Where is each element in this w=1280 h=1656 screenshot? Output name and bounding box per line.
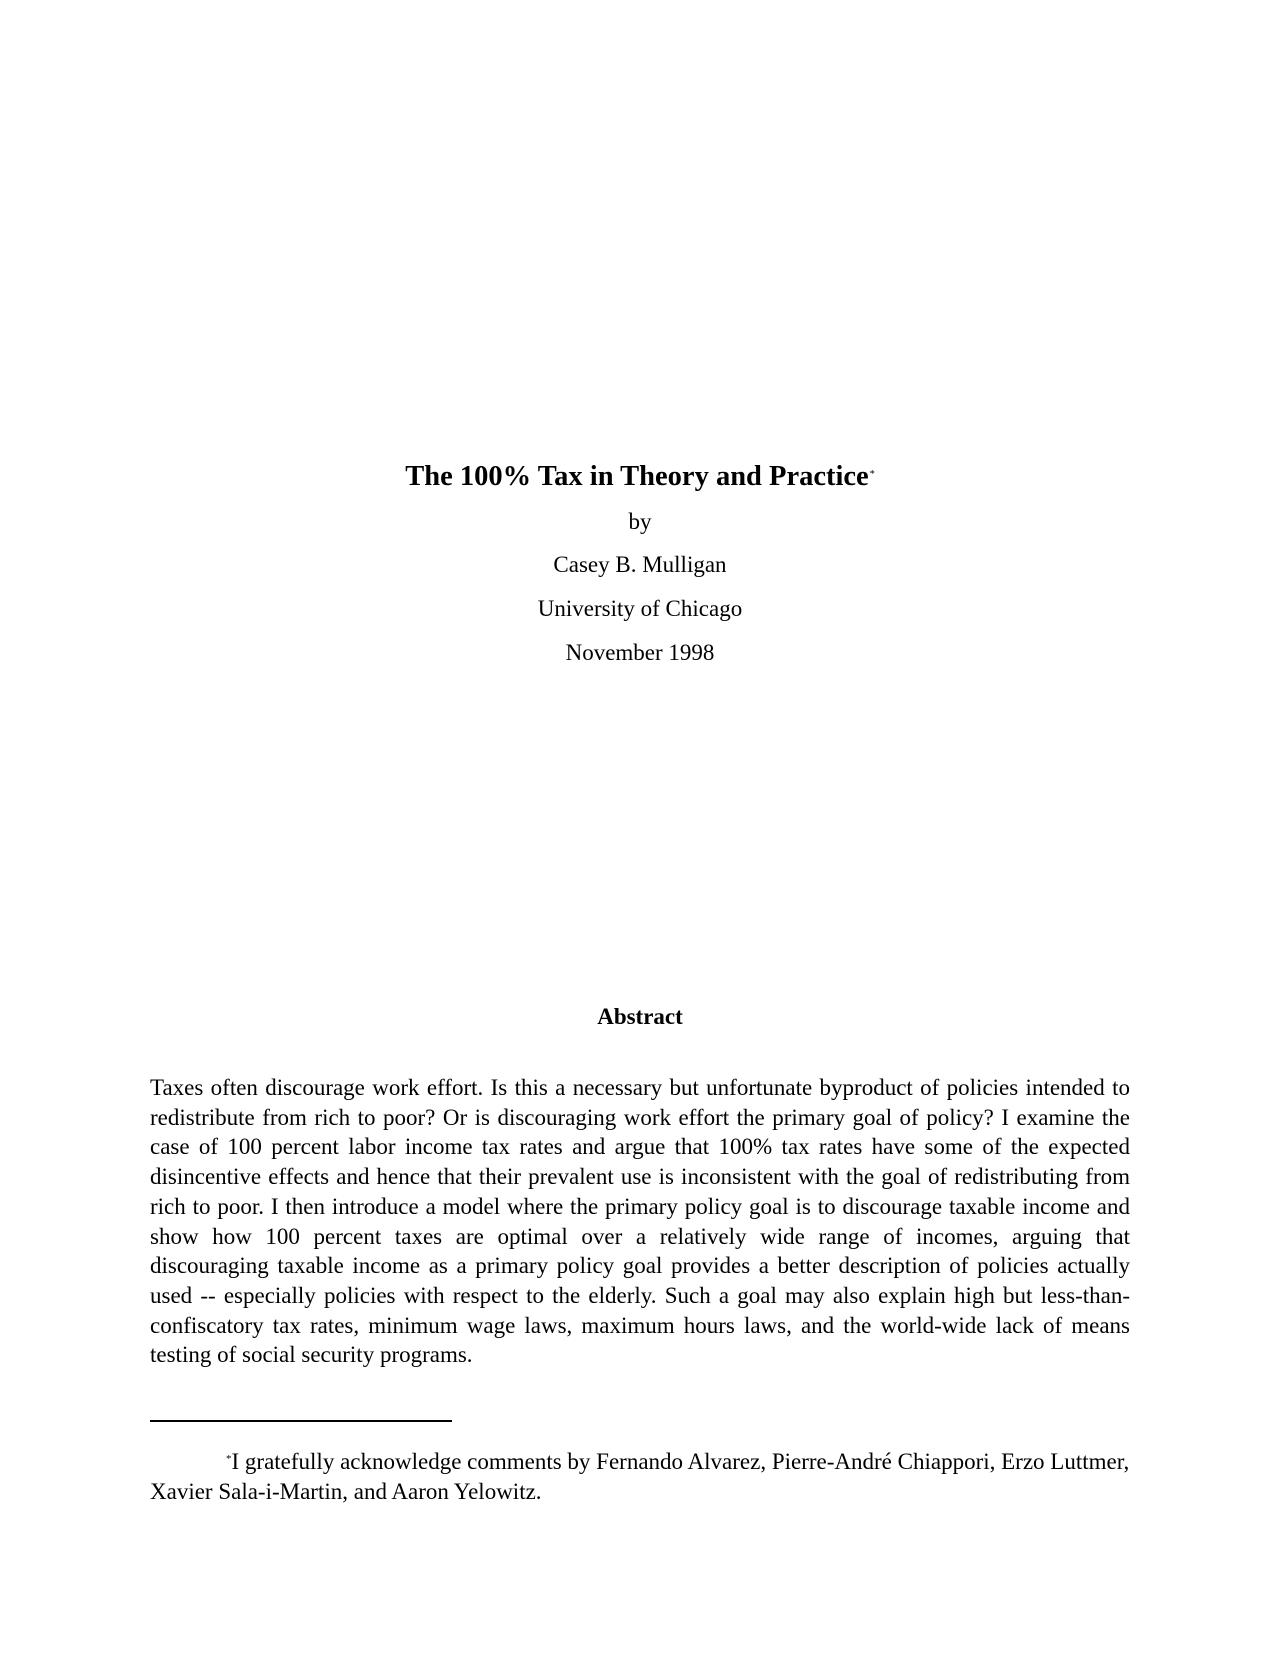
paper-title-text: The 100% Tax in Theory and Practice: [405, 461, 869, 492]
footnote-text: I gratefully acknowledge comments by Fernando Alvarez, Pierre-André Chiappori, Erzo Luttmer, Xavier Sala-i-Martin, and Aaron Yelowitz.: [150, 1449, 1130, 1504]
abstract-heading: Abstract: [597, 1004, 683, 1029]
paper-date: November 1998: [565, 640, 715, 665]
footnote-marker: *: [226, 1453, 232, 1465]
footnote-divider: [150, 1420, 452, 1422]
title-footnote-marker: *: [869, 469, 875, 480]
title-block: [0, 460, 1280, 667]
author-name: Casey B. Mulligan: [553, 552, 727, 577]
byline-by: by: [628, 509, 652, 534]
author-affiliation: University of Chicago: [537, 596, 743, 621]
abstract-body: Taxes often discourage work effort. Is this a necessary but unfortunate byproduct of policies intended to redistribute from rich to poor? Or is discouraging work effort the primary goal of policy? I examine the case of 100 percent labor income tax rates and argue that 100% tax rates have some of the expected disincentive effects and hence that their prevalent use is inconsistent with the goal of redistributing from rich to poor. I then introduce a model where the primary policy goal is to discourage taxable income and show how 100 percent taxes are optimal over a relatively wide range of incomes, arguing that discouraging taxable income as a primary policy goal provides a better description of policies actually used -- especially policies with respect to the elderly. Such a goal may also explain high but less-than-confiscatory tax rates, minimum wage laws, maximum hours laws, and the world-wide lack of means testing of social security programs.: [150, 1075, 1130, 1368]
paper-title: [0, 460, 1280, 494]
footnote: [150, 1447, 1130, 1506]
